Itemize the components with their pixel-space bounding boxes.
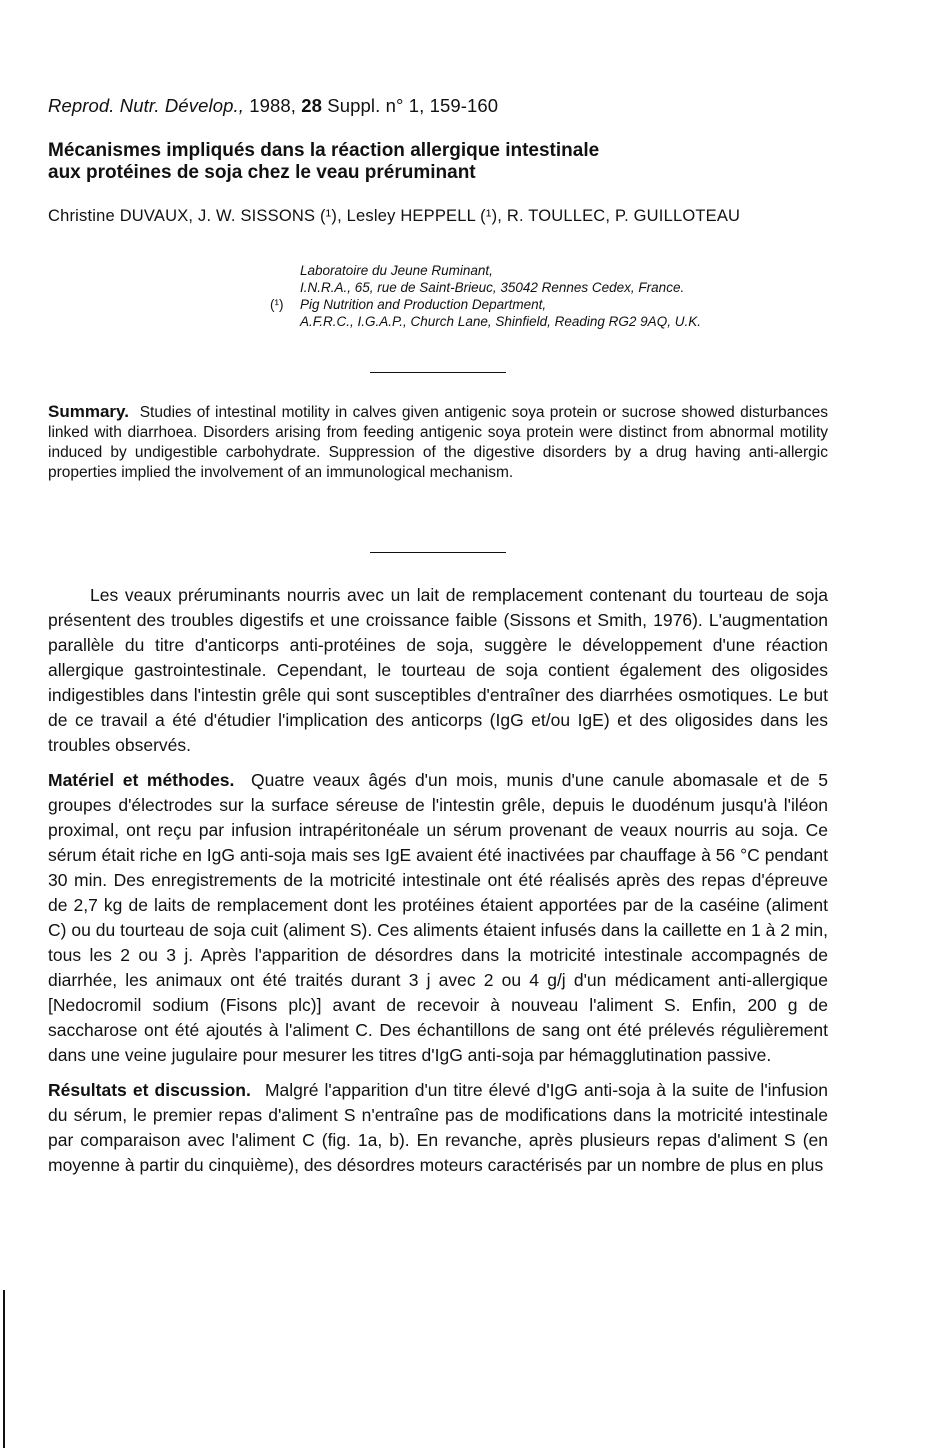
affiliation-line-3: (¹) Pig Nutrition and Production Department,	[270, 297, 547, 312]
article-title-line-1: Mécanismes impliqués dans la réaction allergique intestinale	[48, 140, 600, 161]
journal-name: Reprod. Nutr. Dévelop.,	[48, 95, 244, 116]
article-title-line-2: aux protéines de soja chez le veau préruminant	[48, 162, 476, 183]
methods-paragraph	[48, 768, 828, 1068]
affiliations	[270, 262, 870, 330]
results-paragraph	[48, 1078, 828, 1178]
methods-text: Quatre veaux âgés d'un mois, munis d'une canule abomasale et de 5 groupes d'électrodes sur la surface séreuse de l'intestin grêle, depuis le duodénum jusqu'à l'iléon proximal, ont reçu par infusion intrapéritonéale un sérum provenant de veaux nourris au soja. Ce sérum était riche en IgG anti-soja mais ses IgE avaient été inactivées par chauffage à 56 °C pendant 30 min. Des enregistrements de la motricité intestinale ont été réalisés après des repas d'épreuve de 2,7 kg de laits de remplacement dont les protéines étaient apportées par de la caséine (aliment C) ou du tourteau de soja cuit (aliment S). Ces aliments étaient infusés dans la caillette en 1 à 2 min, tous les 2 ou 3 j. Après l'apparition de désordres dans la motricité intestinale accompagnés de diarrhée, les animaux ont été traités durant 3 j avec 2 ou 4 g/j d'un médicament anti-allergique [Nedocromil sodium (Fisons plc)] avant de recevoir à nouveau l'aliment S. Enfin, 200 g de saccharose ont été ajoutés à l'aliment C. Des échantillons de sang ont été prélevés régulièrement dans une veine jugulaire pour mesurer les titres d'IgG anti-soja par hémagglutination passive.	[48, 770, 828, 1065]
article-title	[48, 140, 868, 184]
affiliation-line-1: Laboratoire du Jeune Ruminant,	[300, 263, 493, 278]
summary-text: Studies of intestinal motility in calves given antigenic soya protein or sucrose showed disturbances linked with diarrhoea. Disorders arising from feeding antigenic soya protein were distinct from abnormal motility induced by undigestible carbohydrate. Suppression of the digestive disorders by a drug having anti-allergic properties implied the involvement of an immunological mechanism.	[48, 404, 828, 481]
journal-issue-pages: Suppl. n° 1, 159-160	[327, 95, 499, 116]
methods-heading: Matériel et méthodes.	[48, 770, 235, 790]
intro-paragraph: Les veaux préruminants nourris avec un lait de remplacement contenant du tourteau de soja présentent des troubles digestifs et une croissance faible (Sissons et Smith, 1976). L'augmentation parallèle du titre d'anticorps anti-protéines de soja, suggère le développement d'une réaction allergique gastrointestinale. Cependant, le tourteau de soja contient également des oligosides indigestibles dans l'intestin grêle qui sont susceptibles d'entraîner des diarrhées osmotiques. Le but de ce travail a été d'étudier l'implication des anticorps (IgG et/ou IgE) et des oligosides dans les troubles observés.	[48, 585, 828, 755]
scan-margin-line	[3, 1290, 5, 1448]
journal-year: 1988,	[249, 95, 297, 116]
affiliation-footnote-mark: (¹)	[270, 297, 284, 312]
summary-heading: Summary.	[48, 402, 129, 421]
affiliation-line-4: A.F.R.C., I.G.A.P., Church Lane, Shinfield, Reading RG2 9AQ, U.K.	[300, 314, 701, 329]
results-heading: Résultats et discussion.	[48, 1080, 251, 1100]
article-body	[48, 583, 828, 1188]
journal-citation	[48, 95, 498, 117]
author-list: Christine DUVAUX, J. W. SISSONS (¹), Lesley HEPPELL (¹), R. TOULLEC, P. GUILLOTEAU	[48, 207, 741, 225]
summary-paragraph	[48, 402, 828, 483]
section-divider-top	[370, 372, 506, 373]
affiliation-line-2: I.N.R.A., 65, rue de Saint-Brieuc, 35042 Rennes Cedex, France.	[300, 280, 685, 295]
results-text: Malgré l'apparition d'un titre élevé d'IgG anti-soja à la suite de l'infusion du sérum, le premier repas d'aliment S n'entraîne pas de modifications dans la motricité intestinale par comparaison avec l'aliment C (fig. 1a, b). En revanche, après plusieurs repas d'aliment S (en moyenne à partir du cinquième), des désordres moteurs caractérisés par un nombre de plus en plus	[48, 1080, 828, 1175]
journal-volume: 28	[301, 95, 323, 116]
section-divider-bottom	[370, 552, 506, 553]
